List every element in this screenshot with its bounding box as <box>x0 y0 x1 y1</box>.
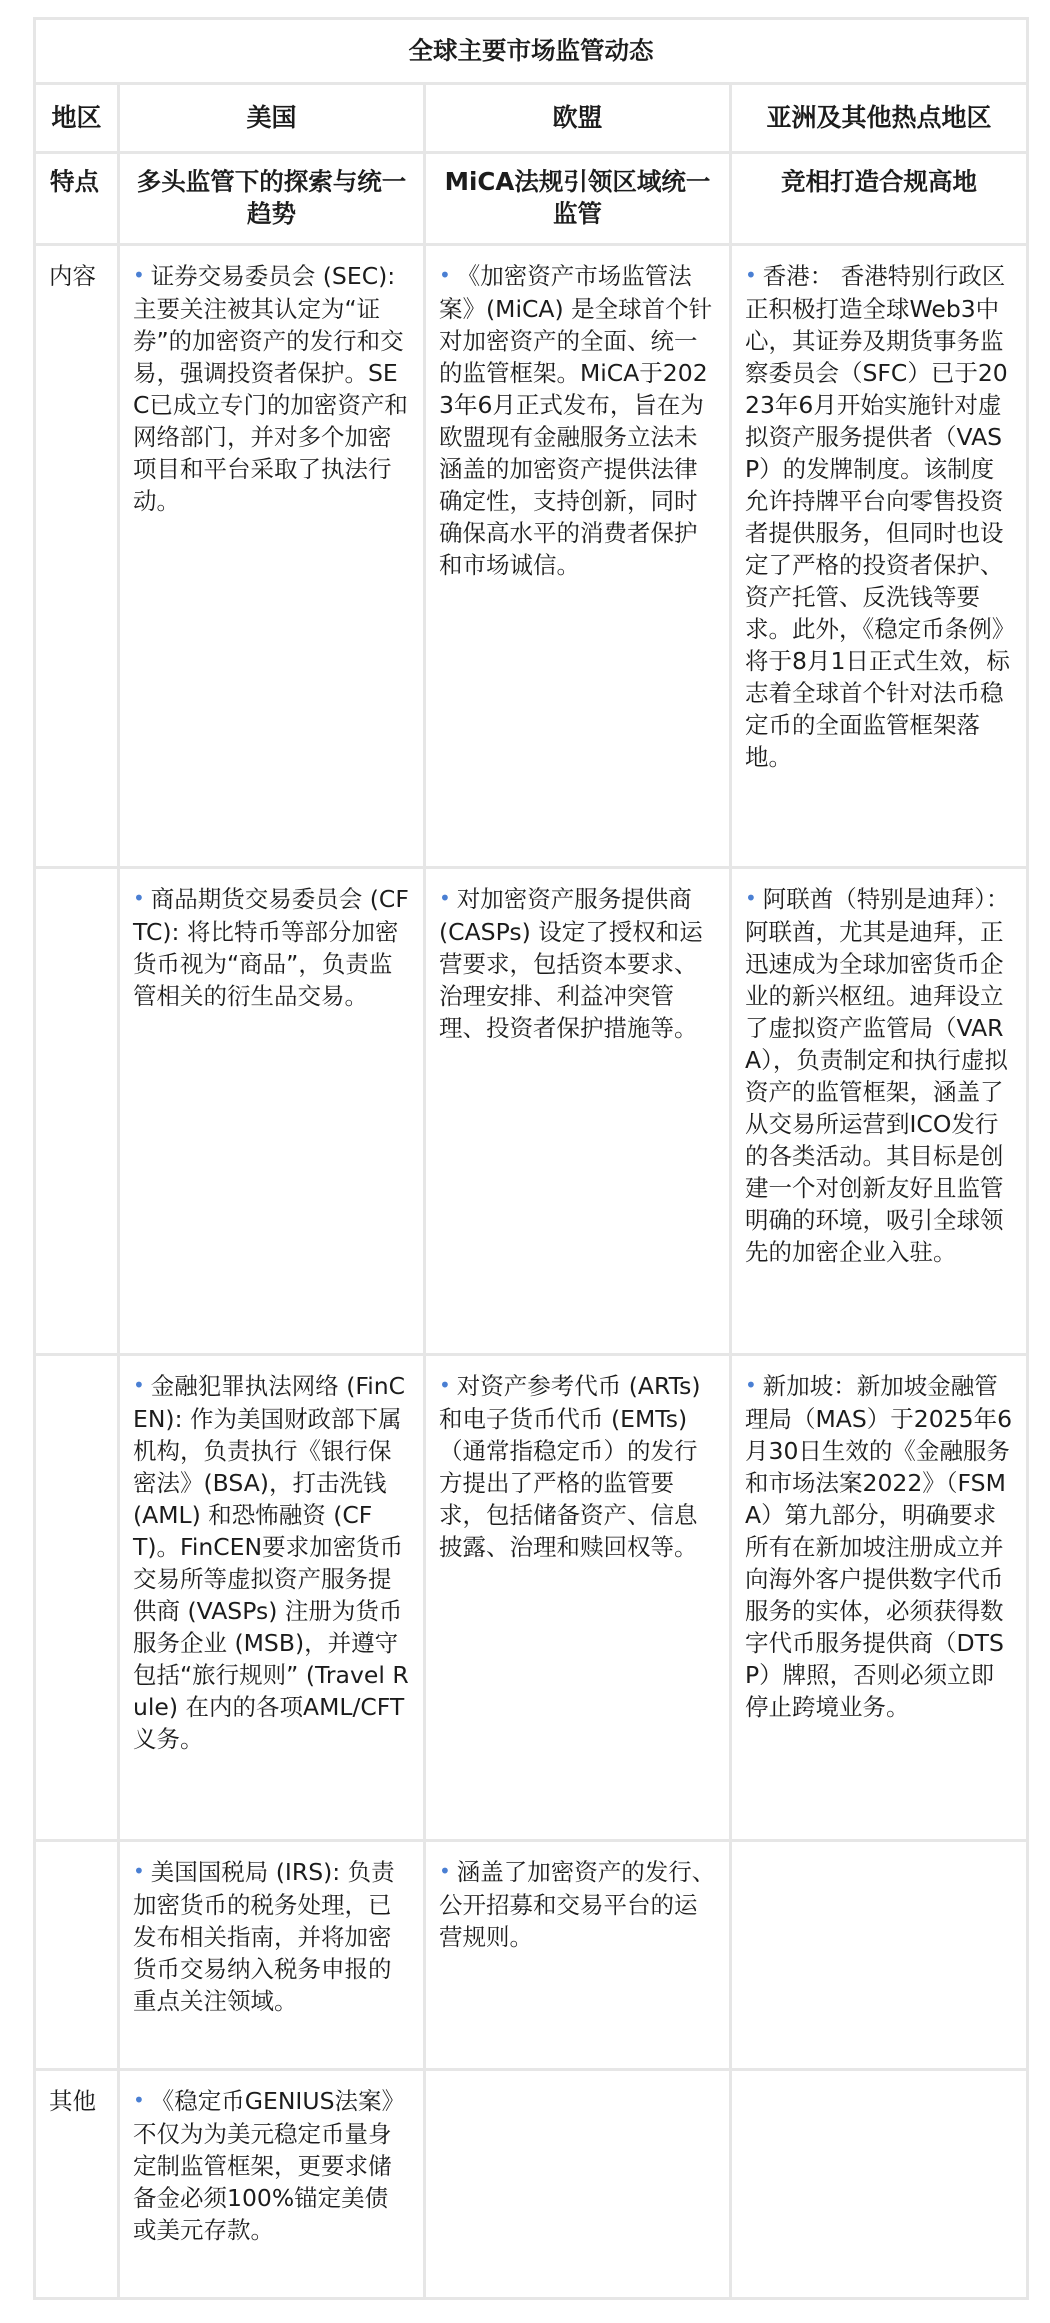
table-row <box>36 1842 1029 2070</box>
bullet-icon: • <box>133 1372 145 1397</box>
feature-eu: MiCA法规引领区域统一监管 <box>426 154 732 246</box>
cell-eu-3 <box>426 1356 732 1843</box>
region-label: 地区 <box>36 85 120 154</box>
bullet-icon: • <box>439 263 451 288</box>
bullet-icon: • <box>133 263 145 288</box>
bullet-icon: • <box>745 263 757 288</box>
other-row <box>36 2071 1029 2300</box>
cell-us-4 <box>120 1842 426 2070</box>
cell-text: 新加坡：新加坡金融管理局（MAS）于2025年6月30日生效的《金融服务和市场法案2022》（FSMA）第九部分，明确要求所有在新加坡注册成立并向海外客户提供数字代币服务的实体，必须获得数字代币服务提供商（DTSP）牌照，否则必须立即停止跨境业务。 <box>745 1371 1013 1721</box>
cell-text: 《稳定币GENIUS法案》不仅为为美元稳定币量身定制监管框架，更要求储备金必须100%锚定美债或美元存款。 <box>133 2086 405 2244</box>
bullet-icon: • <box>133 1859 145 1884</box>
cell-asia-1 <box>732 246 1029 869</box>
bullet-icon: • <box>745 1372 757 1397</box>
table-row <box>36 869 1029 1356</box>
bullet-icon: • <box>439 1372 451 1397</box>
feature-asia: 竞相打造合规高地 <box>732 154 1029 246</box>
cell-text: 美国国税局 (IRS): 负责加密货币的税务处理，已发布相关指南，并将加密货币交易纳入税务申报的重点关注领域。 <box>133 1858 395 2016</box>
bullet-icon: • <box>133 2087 145 2112</box>
bullet-icon: • <box>133 886 145 911</box>
cell-text: 涵盖了加密资产的发行、公开招募和交易平台的运营规则。 <box>439 1858 716 1952</box>
feature-us: 多头监管下的探索与统一趋势 <box>120 154 426 246</box>
cell-text: 金融犯罪执法网络 (FinCEN): 作为美国财政部下属机构，负责执行《银行保密法》(BSA)，打击洗钱 (AML) 和恐怖融资 (CFT)。FinCEN要求加密货币交易所等虚拟资产服务提供商 (VASPs) 注册为货币服务企业 (MSB)，并遵守包括“旅行规则” (Travel Rule) 在内的各项AML/CFT义务。 <box>133 1371 409 1753</box>
cell-text: 对加密资产服务提供商 (CASPs) 设定了授权和运营要求，包括资本要求、治理安排、利益冲突管理、投资者保护措施等。 <box>439 885 703 1043</box>
bullet-icon: • <box>439 886 451 911</box>
cell-asia-other <box>732 2071 1029 2300</box>
region-eu: 欧盟 <box>426 85 732 154</box>
cell-us-3 <box>120 1356 426 1843</box>
bullet-icon: • <box>745 886 757 911</box>
title-row <box>36 20 1029 85</box>
regulation-table <box>33 17 1029 2300</box>
cell-asia-2 <box>732 869 1029 1356</box>
cell-eu-other <box>426 2071 732 2300</box>
table-row <box>36 246 1029 869</box>
table-title: 全球主要市场监管动态 <box>36 20 1029 85</box>
cell-asia-3 <box>732 1356 1029 1843</box>
feature-row <box>36 154 1029 246</box>
cell-text: 香港： 香港特别行政区正积极打造全球Web3中心，其证券及期货事务监察委员会（SFC）已于2023年6月开始实施针对虚拟资产服务提供者（VASP）的发牌制度。该制度允许持牌平台向零售投资者提供服务，但同时也设定了严格的投资者保护、资产托管、反洗钱等要求。此外，《稳定币条例》将于8月1日正式生效，标志着全球首个针对法币稳定币的全面监管框架落地。 <box>745 262 1010 772</box>
region-row <box>36 85 1029 154</box>
table-row <box>36 1356 1029 1843</box>
cell-text: 《加密资产市场监管法案》(MiCA) 是全球首个针对加密资产的全面、统一的监管框架。MiCA于2023年6月正式发布，旨在为欧盟现有金融服务立法未涵盖的加密资产提供法律确定性，支持创新，同时确保高水平的消费者保护和市场诚信。 <box>439 262 713 580</box>
cell-text: 商品期货交易委员会 (CFTC): 将比特币等部分加密货币视为“商品”，负责监管相关的衍生品交易。 <box>133 885 409 1011</box>
empty-label <box>36 869 120 1356</box>
cell-eu-4 <box>426 1842 732 2070</box>
other-label: 其他 <box>36 2071 120 2300</box>
region-us: 美国 <box>120 85 426 154</box>
content-label: 内容 <box>36 246 120 869</box>
cell-text: 阿联酋（特别是迪拜）： 阿联酋，尤其是迪拜，正迅速成为全球加密货币企业的新兴枢纽。迪拜设立了虚拟资产监管局（VARA），负责制定和执行虚拟资产的监管框架，涵盖了从交易所运营到ICO发行的各类活动。其目标是创建一个对创新友好且监管明确的环境，吸引全球领先的加密企业入驻。 <box>745 885 1010 1267</box>
region-asia: 亚洲及其他热点地区 <box>732 85 1029 154</box>
cell-text: 对资产参考代币 (ARTs) 和电子货币代币 (EMTs)（通常指稳定币）的发行方提出了严格的监管要求，包括储备资产、信息披露、治理和赎回权等。 <box>439 1371 701 1561</box>
cell-text: 证券交易委员会 (SEC): 主要关注被其认定为“证券”的加密资产的发行和交易，强调投资者保护。SEC已成立专门的加密资产和网络部门，并对多个加密项目和平台采取了执法行动。 <box>133 262 408 516</box>
empty-label <box>36 1356 120 1843</box>
cell-eu-1 <box>426 246 732 869</box>
cell-us-1 <box>120 246 426 869</box>
cell-eu-2 <box>426 869 732 1356</box>
feature-label: 特点 <box>36 154 120 246</box>
cell-us-other <box>120 2071 426 2300</box>
cell-us-2 <box>120 869 426 1356</box>
empty-label <box>36 1842 120 2070</box>
cell-asia-4 <box>732 1842 1029 2070</box>
bullet-icon: • <box>439 1859 451 1884</box>
